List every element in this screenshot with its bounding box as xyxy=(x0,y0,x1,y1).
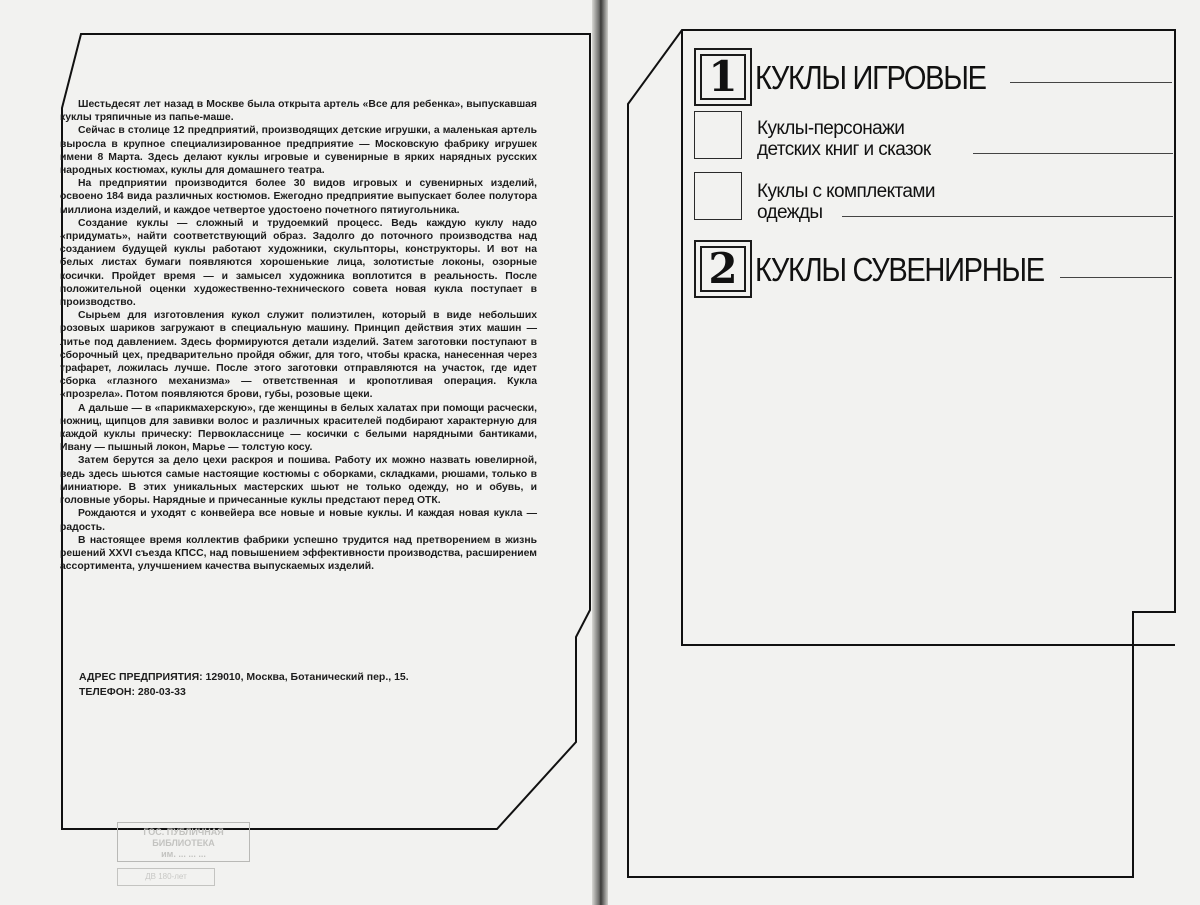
subsection-rule xyxy=(973,153,1173,154)
section-number-box xyxy=(694,48,752,106)
subsection-box xyxy=(694,111,742,159)
subsection-title: детских книг и сказок xyxy=(757,139,931,160)
paragraph: А дальше — в «парикмахерскую», где женщины в белых халатах при помощи расчески, ножниц, щипцов для завивки волос и различных красителей подбирают характерную для каждой куклы прическу: Первокласснице — косички с белыми нарядными бантиками, Ивану — пышный локон, Марье — толстую косу. xyxy=(60,402,537,454)
article-body xyxy=(60,98,537,573)
paragraph: Создание куклы — сложный и трудоемкий процесс. Ведь каждую куклу надо «придумать», найти соответствующий образ. Задолго до поточного производства над созданием будущей куклы работают художники, скульпторы, конструкторы. И вот на белых листах бумаги появляются хорошенькие лица, золотистые локоны, озорные косички. Пройдет время — и замысел художника воплотится в реальность. После положительной оценки художественно-технического совета новая кукла поступает в производство. xyxy=(60,217,537,309)
subsection-title: Куклы-персонажи xyxy=(757,118,905,139)
library-stamp xyxy=(117,822,250,862)
title-rule xyxy=(1060,277,1172,278)
stamp-text: БИБЛИОТЕКА xyxy=(152,838,215,848)
paragraph: Сейчас в столице 12 предприятий, производящих детские игрушки, а маленькая артель выросла в крупное специализированное предприятие — Московскую фабрику игрушек имени 8 Марта. Здесь делают куклы игровые и сувенирные в ярких нарядных русских народных костюмах, куклы для домашнего театра. xyxy=(60,125,537,177)
subsection-rule xyxy=(842,216,1173,217)
paragraph: Сырьем для изготовления кукол служит полиэтилен, который в виде небольших розовых шариков загружают в специальную машину. Принцип действия этих машин — литье под давлением. Здесь формируются детали изделий. Затем заготовки поступают в сборочный цех, предварительно пройдя обжиг, для того, чтобы краска, нанесенная через трафарет, ложилась лучше. После этого заготовки отправляются на участок, где идет сборка «глазного механизма» — ответственная и кропотливая операция. Кукла «прозрела». Потом появляются брови, губы, розовые щеки. xyxy=(60,310,537,401)
title-rule xyxy=(1010,82,1172,83)
enterprise-address xyxy=(79,670,409,700)
right-fold-line xyxy=(682,30,1175,645)
library-inventory-stamp: ДВ 180-лет xyxy=(117,868,215,886)
subsection-title: одежды xyxy=(757,202,823,223)
paragraph: В настоящее время коллектив фабрики успешно трудится над претворением в жизнь решений XXVI съезда КПСС, над повышением эффективности производства, расширением ассортимента, улучшением качества выпускаемых изделий. xyxy=(60,534,537,573)
section-number: 2 xyxy=(700,246,746,292)
section-title: КУКЛЫ ИГРОВЫЕ xyxy=(755,59,986,96)
stamp-text: им. ... ... ... xyxy=(161,849,206,859)
section-number-box xyxy=(694,240,752,298)
paragraph: Затем берутся за дело цехи раскроя и пошива. Работу их можно назвать ювелирной, ведь здесь шьются самые настоящие костюмы с оборками, складками, рюшами, только в миниатюре. В этих уникальных мастерских шьют не только одежду, но и обувь, и головные уборы. Нарядные и причесанные куклы предстают перед ОТК. xyxy=(60,455,537,507)
address-line: АДРЕС ПРЕДПРИЯТИЯ: 129010, Москва, Ботанический пер., 15. xyxy=(79,671,409,683)
section-number: 1 xyxy=(700,54,746,100)
subsection-box xyxy=(694,172,742,220)
phone-line: ТЕЛЕФОН: 280-03-33 xyxy=(79,686,186,698)
subsection-title: Куклы с комплектами xyxy=(757,181,935,202)
book-gutter xyxy=(592,0,608,905)
paragraph: На предприятии производится более 30 видов игровых и сувенирных изделий, освоено 184 вида различных костюмов. Ежегодно предприятие выпускает более полутора миллиона изделий, и каждое четвертое удостоено почетного пятиугольника. xyxy=(60,178,537,216)
paragraph: Шестьдесят лет назад в Москве была открыта артель «Все для ребенка», выпускавшая куклы тряпичные из папье-маше. xyxy=(60,99,537,124)
section-title: КУКЛЫ СУВЕНИРНЫЕ xyxy=(755,251,1044,288)
paragraph: Рождаются и уходят с конвейера все новые и новые куклы. И каждая новая кукла — радость. xyxy=(60,508,537,533)
stamp-text: ГОС. ПУБЛИЧНАЯ xyxy=(143,827,224,837)
